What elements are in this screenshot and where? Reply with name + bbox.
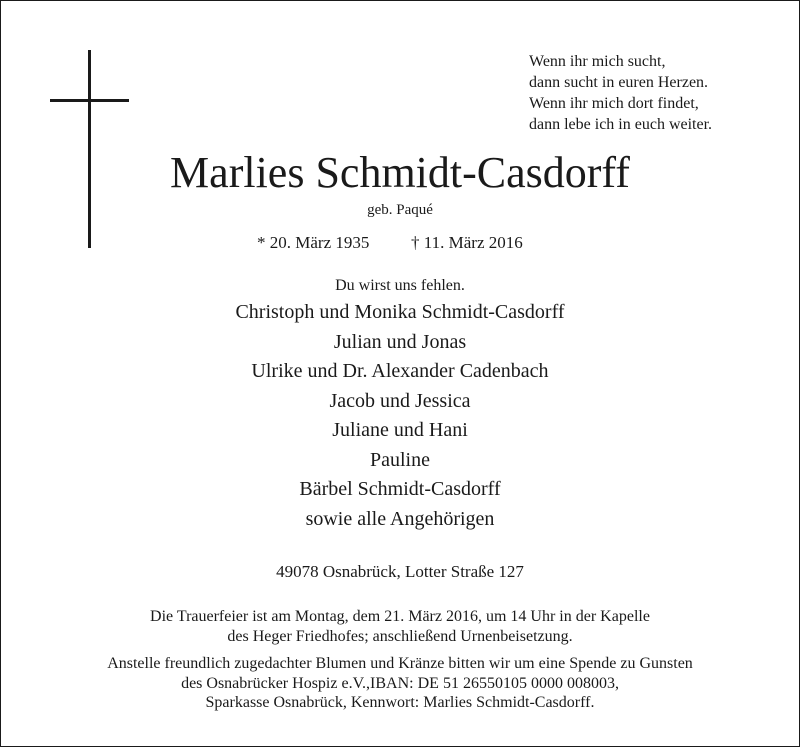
- maiden-name: geb. Paqué: [367, 202, 433, 218]
- ceremony-notice: [0, 607, 800, 646]
- poem-line: dann lebe ich in euch weiter.: [529, 116, 713, 133]
- address: 49078 Osnabrück, Lotter Straße 127: [276, 562, 524, 581]
- mourner-line: Juliane und Hani: [332, 419, 468, 441]
- deceased-name: Marlies Schmidt-Casdorff: [170, 148, 630, 197]
- mourner-line: Christoph und Monika Schmidt-Casdorff: [235, 301, 565, 323]
- mourner-line: Pauline: [370, 448, 430, 471]
- poem: [529, 51, 769, 135]
- death-date: † 11. März 2016: [411, 233, 523, 252]
- donation-line: Sparkasse Osnabrück, Kennwort: Marlies Schmidt-Casdorff.: [205, 694, 595, 711]
- ceremony-line: Die Trauerfeier ist am Montag, dem 21. März 2016, um 14 Uhr in der Kapelle: [150, 608, 650, 625]
- mourner-line: Julian und Jonas: [333, 330, 467, 353]
- mourner-line: Jacob und Jessica: [329, 389, 471, 412]
- farewell-text: Du wirst uns fehlen.: [335, 277, 465, 294]
- poem-line: Wenn ihr mich dort findet,: [529, 95, 699, 112]
- birth-date: * 20. März 1935: [257, 233, 370, 252]
- mourner-line: sowie alle Angehörigen: [305, 507, 495, 530]
- donation-notice: [0, 654, 800, 713]
- donation-line: des Osnabrücker Hospiz e.V.,IBAN: DE 51 26550105 0000 008003,: [181, 674, 619, 692]
- ceremony-line: des Heger Friedhofes; anschließend Urnenbeisetzung.: [227, 627, 573, 645]
- mourners-list: [0, 298, 800, 534]
- mourner-line: Bärbel Schmidt-Casdorff: [299, 478, 501, 500]
- mourner-line: Ulrike und Dr. Alexander Cadenbach: [251, 360, 549, 382]
- poem-line: Wenn ihr mich sucht,: [529, 53, 666, 70]
- poem-line: dann sucht in euren Herzen.: [529, 74, 709, 91]
- donation-line: Anstelle freundlich zugedachter Blumen und Kränze bitten wir um eine Spende zu Gunsten: [107, 655, 693, 672]
